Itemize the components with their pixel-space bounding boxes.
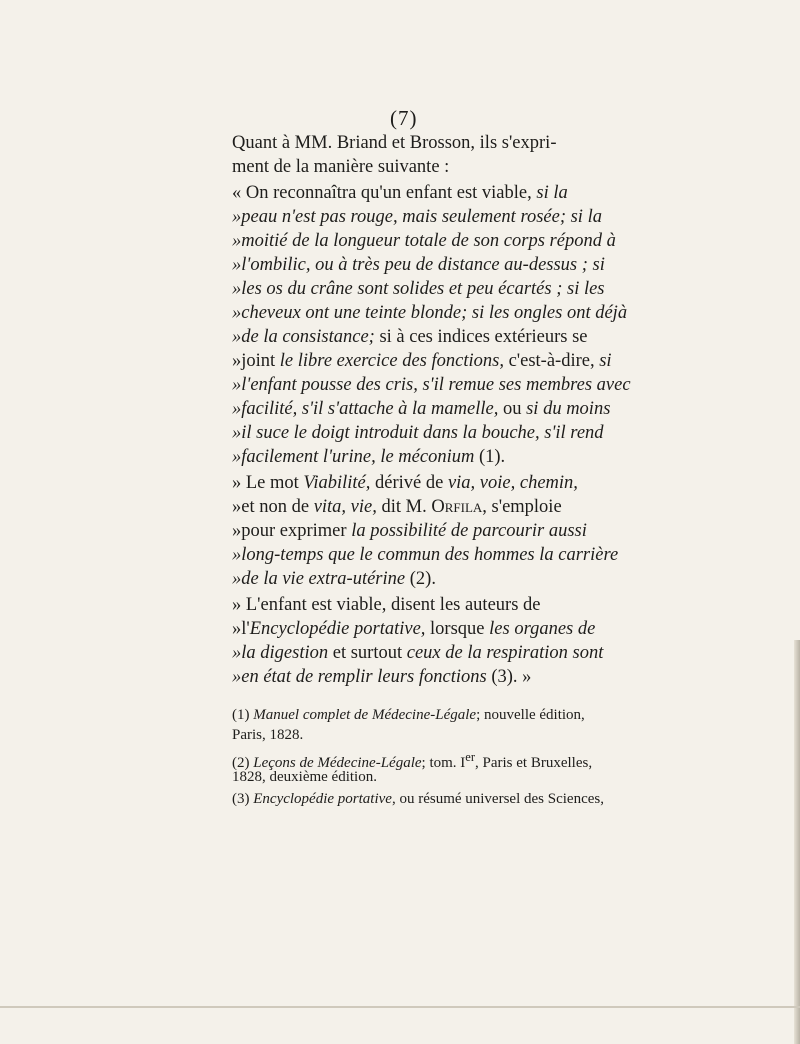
text-segment: si du moins xyxy=(521,399,611,419)
text-line-2: ment de la manière suivante : xyxy=(232,157,450,177)
text-line-14 xyxy=(232,445,568,469)
text-segment: »facilement l'urine, le méconium xyxy=(232,447,479,467)
text-segment: »pour exprimer xyxy=(232,521,352,541)
text-segment: ou xyxy=(502,399,522,419)
text-segment: »facilité, s'il s'attache à la mamelle, xyxy=(232,399,503,419)
text-segment: »l'ombilic, ou à très peu de distance au-dessus ; si xyxy=(232,255,605,275)
text-segment: la possibilité de parcourir aussi xyxy=(351,521,587,541)
text-segment: « On reconnaîtra qu'un enfant est viable, xyxy=(232,183,537,203)
footnote-text: ; nouvelle édition, xyxy=(476,707,585,723)
footnote-text: ; tom. I xyxy=(421,755,466,771)
text-segment: »long-temps que le commun des hommes la carrière xyxy=(232,545,619,565)
text-segment: et surtout xyxy=(332,643,407,663)
text-segment: »joint xyxy=(232,351,280,371)
text-segment: c'est-à-dire, xyxy=(503,351,600,371)
text-line-11 xyxy=(232,373,631,397)
text-line-12 xyxy=(232,397,611,421)
footnote-title: Encyclopédie portative xyxy=(253,791,392,807)
text-segment: dérivé de xyxy=(370,473,448,493)
text-segment: »moitié de la longueur totale de son corps répond à xyxy=(232,231,616,251)
footnote-title: Manuel complet de Médecine-Légale xyxy=(253,707,477,723)
text-segment: »l' xyxy=(232,619,250,639)
text-segment: si la xyxy=(536,183,568,203)
footnote-text: , ou résumé universel des Sciences, xyxy=(391,791,604,807)
footnote-marker: (1) xyxy=(232,707,254,723)
footnote-marker: (3) xyxy=(232,791,254,807)
text-line-3 xyxy=(232,181,568,205)
text-line-21 xyxy=(232,617,596,641)
text-segment: »peau n'est pas rouge, mais seulement rosée; si la xyxy=(232,207,602,227)
text-line-1: Quant à MM. Briand et Brosson, ils s'expri- xyxy=(232,133,557,153)
footnote-3 xyxy=(232,789,604,809)
text-segment: »cheveux ont une teinte blonde; si les ongles ont déjà xyxy=(232,303,628,323)
footnote-marker: (2) xyxy=(232,755,254,771)
footnote-1-cont: Paris, 1828. xyxy=(232,727,304,743)
page-edge-shadow xyxy=(794,640,800,1044)
footnote-superscript: er xyxy=(465,750,475,764)
text-line-6 xyxy=(232,253,605,277)
text-segment: (2). xyxy=(409,569,436,589)
text-segment: »de la consistance; xyxy=(232,327,380,347)
text-line-8 xyxy=(232,301,628,325)
text-segment: dit M. xyxy=(376,497,432,517)
text-segment: »l'enfant pousse des cris, s'il remue ses membres avec xyxy=(232,375,631,395)
footnote-1 xyxy=(232,705,585,725)
page-number: (7) xyxy=(390,106,418,130)
text-segment: Viabilité, xyxy=(303,473,371,493)
text-line-15 xyxy=(232,471,578,495)
page-edge-line xyxy=(0,1006,800,1008)
text-segment: vita, vie, xyxy=(313,497,377,517)
text-line-5 xyxy=(232,229,616,253)
footnote-title: Leçons de Médecine-Légale xyxy=(253,755,422,771)
text-line-20: » L'enfant est viable, disent les auteurs de xyxy=(232,595,541,615)
author-name: Orfila xyxy=(431,497,483,517)
text-segment: ceux de la respiration sont xyxy=(406,643,604,663)
text-segment: »la digestion xyxy=(232,643,333,663)
text-segment: »il suce le doigt introduit dans la bouche, s'il rend xyxy=(232,423,604,443)
text-segment: le libre exercice des fonctions, xyxy=(279,351,504,371)
text-segment: »les os du crâne sont solides et peu écartés ; si les xyxy=(232,279,605,299)
text-segment: »en état de remplir leurs fonctions xyxy=(232,667,492,687)
text-line-19 xyxy=(232,567,568,591)
text-segment: les organes de xyxy=(489,619,596,639)
text-line-23 xyxy=(232,665,568,689)
text-line-18 xyxy=(232,543,619,567)
text-segment: » Le mot xyxy=(232,473,304,493)
text-segment: (3). » xyxy=(491,667,532,687)
text-segment: via, voie, chemin, xyxy=(447,473,578,493)
text-segment: si à ces indices extérieurs se xyxy=(379,327,588,347)
text-segment: lorsque xyxy=(425,619,490,639)
text-line-17 xyxy=(232,519,587,543)
text-segment: (1). xyxy=(478,447,506,467)
text-line-9 xyxy=(232,325,588,349)
text-line-22 xyxy=(232,641,604,665)
text-line-10 xyxy=(232,349,612,373)
text-segment: »et non de xyxy=(232,497,314,517)
text-segment: si xyxy=(599,351,612,371)
text-line-16 xyxy=(232,495,568,519)
text-line-7 xyxy=(232,277,605,301)
footnote-text: , Paris et Bruxelles, xyxy=(475,755,593,771)
text-line-4 xyxy=(232,205,602,229)
text-segment: , s'emploie xyxy=(482,497,562,517)
footnote-2-cont: 1828, deuxième édition. xyxy=(232,769,377,785)
text-line-13 xyxy=(232,421,604,445)
text-segment: »de la vie extra-utérine xyxy=(232,569,410,589)
text-segment: Encyclopédie portative, xyxy=(249,619,426,639)
